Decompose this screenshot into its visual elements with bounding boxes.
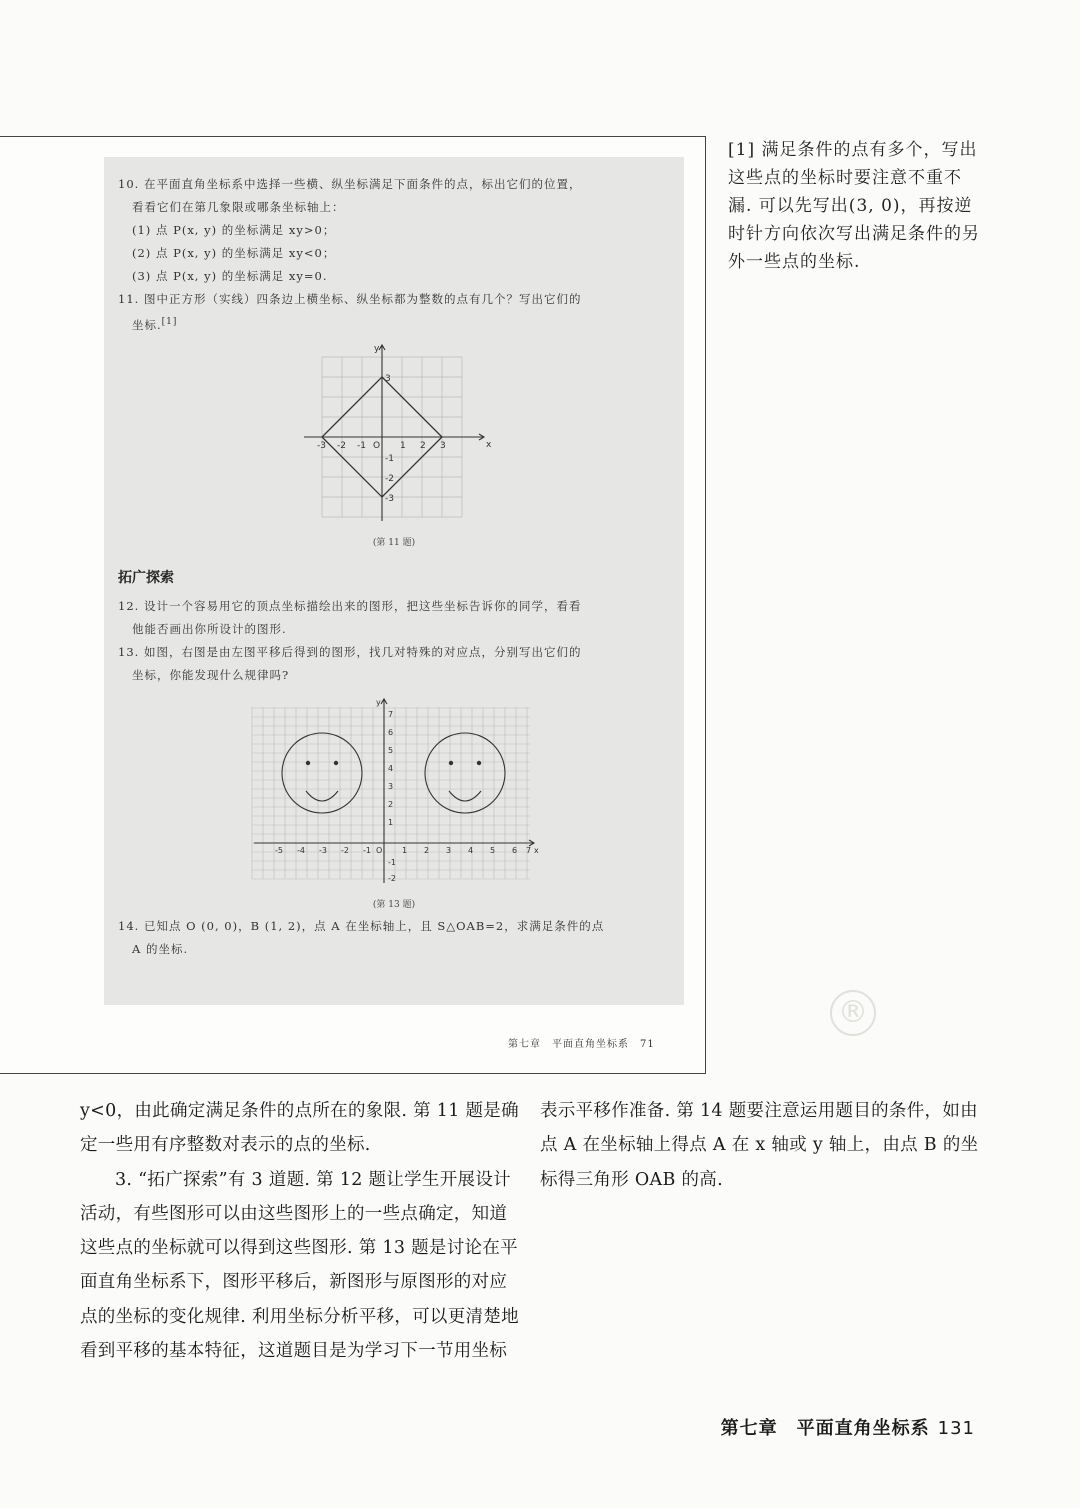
inner-page-frame bbox=[0, 136, 706, 1074]
fig11-x-tick: 2 bbox=[420, 441, 426, 451]
fig13-y-tick: 6 bbox=[388, 728, 394, 737]
fig13-y-tick: 5 bbox=[388, 746, 394, 755]
fig13-x-tick: 5 bbox=[490, 846, 496, 855]
fig11-x-tick: O bbox=[373, 441, 381, 451]
question-10 bbox=[118, 173, 674, 288]
fig13-x-tick: 3 bbox=[446, 846, 452, 855]
fig13-x-tick: 6 bbox=[512, 846, 518, 855]
fig11-y-tick: -1 bbox=[385, 454, 394, 464]
fig11-x-tick: -2 bbox=[337, 441, 346, 451]
fig13-x-tick: -4 bbox=[297, 846, 305, 855]
body-column-right bbox=[540, 1094, 980, 1197]
fig11-y-tick: -2 bbox=[385, 474, 394, 484]
q13-text2: 坐标，你能发现什么规律吗? bbox=[132, 668, 290, 682]
fig11-x-label: x bbox=[486, 440, 492, 450]
body-paragraph: 3. “拓广探索”有 3 道题. 第 12 题让学生开展设计活动，有些图形可以由这些图形上的一些点确定，知道这些点的坐标就可以得到这些图形. 第 13 题是讨论在平面直角坐标系下，图形平移后，新图形与原图形的对应点的坐标的变化规律. 利用坐标分析平移，可以更清楚地看到平移的基本特征，这道题目是为学习下一节用坐标 bbox=[80, 1169, 519, 1362]
fig13-y-label: y bbox=[376, 698, 381, 707]
page-footer bbox=[721, 1414, 975, 1440]
figure-13-smiley-faces bbox=[250, 695, 540, 887]
question-11 bbox=[118, 288, 674, 337]
figure-13-caption: (第 13 题) bbox=[372, 900, 416, 910]
q11-text: 11. 图中正方形（实线）四条边上横坐标、纵坐标都为整数的点有几个？写出它们的 bbox=[118, 292, 582, 306]
q10-item-2: (2) 点 P(x, y) 的坐标满足 xy<0； bbox=[132, 246, 336, 260]
q13-text: 13. 如图，右图是由左图平移后得到的图形，找几对特殊的对应点，分别写出它们的 bbox=[118, 645, 582, 659]
fig13-x-tick: O bbox=[376, 846, 383, 855]
fig13-x-tick: 1 bbox=[402, 846, 408, 855]
fig13-x-tick: 4 bbox=[468, 846, 474, 855]
question-13 bbox=[118, 641, 674, 687]
fig13-y-tick: 7 bbox=[388, 710, 394, 719]
q14-text: 14. 已知点 O (0, 0)，B (1, 2)，点 A 在坐标轴上，且 S△OAB=2，求满足条件的点 bbox=[118, 919, 605, 933]
figure-11-caption: (第 11 题) bbox=[372, 538, 416, 548]
fig13-y-tick: 2 bbox=[388, 800, 394, 809]
q11-text2: 坐标. bbox=[132, 317, 162, 332]
section-title: 拓广探索 bbox=[118, 570, 174, 586]
fig11-y-tick: -3 bbox=[385, 494, 394, 504]
figure-11-square bbox=[300, 341, 490, 525]
fig11-y-tick: 3 bbox=[385, 374, 391, 384]
fig13-x-tick: 7 bbox=[526, 846, 532, 855]
side-note bbox=[728, 136, 980, 276]
q12-text2: 他能否画出你所设计的图形. bbox=[132, 622, 287, 636]
chapter-title: 第七章 平面直角坐标系 bbox=[720, 1418, 930, 1439]
fig13-y-tick: 4 bbox=[388, 764, 394, 773]
body-paragraph: y<0，由此确定满足条件的点所在的象限. 第 11 题是确定一些用有序整数对表示的点的坐标. bbox=[80, 1101, 519, 1156]
q11-note-mark: [1] bbox=[161, 317, 178, 327]
q10-item-3: (3) 点 P(x, y) 的坐标满足 xy=0. bbox=[132, 269, 328, 283]
q10-text: 10. 在平面直角坐标系中选择一些横、纵坐标满足下面条件的点，标出它们的位置， bbox=[118, 177, 582, 191]
fig11-x-tick: -3 bbox=[317, 441, 326, 451]
fig13-x-label: x bbox=[534, 846, 539, 855]
fig13-x-tick: -5 bbox=[275, 846, 283, 855]
page-number: 131 bbox=[937, 1418, 975, 1439]
side-note-text: 满足条件的点有多个，写出这些点的坐标时要注意不重不漏. 可以先写出(3, 0)，再按逆时针方向依次写出满足条件的另外一些点的坐标. bbox=[728, 140, 980, 272]
fig13-y-tick: 3 bbox=[388, 782, 394, 791]
fig11-x-tick: -1 bbox=[357, 441, 366, 451]
fig11-x-tick: 1 bbox=[400, 441, 406, 451]
registered-watermark: ® bbox=[830, 990, 876, 1036]
fig11-x-tick: 3 bbox=[440, 441, 446, 451]
fig11-y-label: y bbox=[374, 344, 380, 354]
fig13-y-tick: -1 bbox=[388, 858, 396, 867]
question-14 bbox=[118, 915, 674, 961]
fig13-x-tick: -2 bbox=[341, 846, 349, 855]
exercise-panel bbox=[104, 157, 684, 1005]
side-note-mark: [1] bbox=[728, 140, 756, 160]
body-column-left bbox=[80, 1094, 520, 1368]
q12-text: 12. 设计一个容易用它的顶点坐标描绘出来的图形，把这些坐标告诉你的同学，看看 bbox=[118, 599, 582, 613]
inner-page-footer: 第七章 平面直角坐标系 71 bbox=[508, 1039, 655, 1050]
fig13-x-tick: -1 bbox=[363, 846, 371, 855]
fig13-x-tick: -3 bbox=[319, 846, 327, 855]
fig13-y-tick: -2 bbox=[388, 874, 396, 883]
q10-item-1: (1) 点 P(x, y) 的坐标满足 xy>0； bbox=[132, 223, 336, 237]
question-12 bbox=[118, 595, 674, 641]
fig13-x-tick: 2 bbox=[424, 846, 430, 855]
body-paragraph: 表示平移作准备. 第 14 题要注意运用题目的条件，如由点 A 在坐标轴上得点 A 在 x 轴或 y 轴上，由点 B 的坐标得三角形 OAB 的高. bbox=[540, 1101, 979, 1190]
q14-text2: A 的坐标. bbox=[132, 942, 189, 956]
q10-text2: 看看它们在第几象限或哪条坐标轴上： bbox=[132, 200, 345, 214]
fig13-y-tick: 1 bbox=[388, 818, 394, 827]
